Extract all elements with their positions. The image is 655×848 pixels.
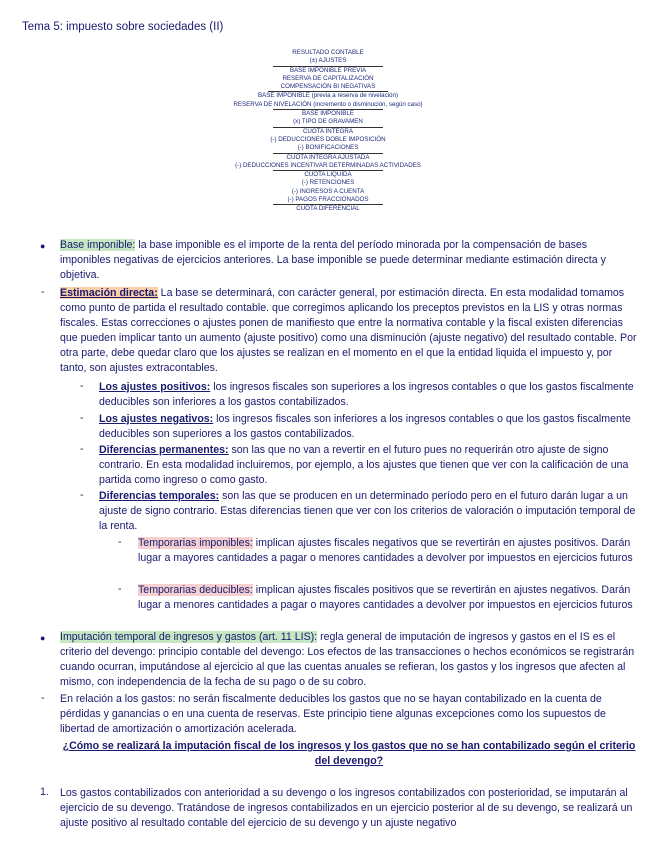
bullet-dash: -: [41, 286, 45, 298]
diagram-row: (-) DEDUCCIONES INCENTIVAR DETERMINADAS ACTIVIDADES: [235, 161, 421, 169]
item-diferencias-permanentes: [99, 443, 639, 488]
section-question-heading: ¿Cómo se realizará la imputación fiscal de los ingresos y los gastos que no se han contabilizado según el criterio del devengo?: [62, 740, 636, 767]
paragraph-text: La base se determinará, con carácter general, por estimación directa. En esta modalidad tomamos como punto de partida el resultado contable. que corregimos aplicando los preceptos previstos en la LIS y otras normas fiscales. Estas correcciones o ajustes ponen de manifiesto que entre la normativa contable y la fiscal existen diferencias que pueden implicar tanto un aumento (ajuste positivo) como una disminución (ajuste negativo) del resultado contable. Por otra parte, debe quedar claro que los ajustes se realizan en el momento en el que la entidad liquida el impuesto y, por tanto, son ajustes extracontables.: [60, 287, 637, 374]
diagram-row: (-) RETENCIONES: [301, 179, 355, 187]
term-imputacion-temporal: Imputación temporal de ingresos y gastos (art. 11 LIS):: [60, 631, 318, 643]
diagram-row: CUOTA DIFERENCIAL: [296, 205, 360, 213]
diagram-row: (±) AJUSTES: [309, 57, 347, 65]
item-temporarias-imponibles: [138, 536, 633, 566]
item-text: implican ajustes fiscales negativos que se revertirán en ajustes positivos. Darán lugar a mayores cantidades a pagar o menores cantidades a devolver por impuestos en ejercicios futuros: [138, 537, 633, 564]
diagram-row: RESULTADO CONTABLE: [292, 49, 364, 56]
diagram-row: COMPENSACIÓN BI NEGATIVAS: [280, 83, 376, 91]
item-text: los ingresos fiscales son inferiores a los ingresos contables o que los gastos fiscalmente deducibles son superiores a los gastos contabilizados.: [99, 413, 631, 440]
diagram-row: (-) BONIFICACIONES: [297, 144, 359, 152]
item-text: implican ajustes fiscales positivos que se revertirán en ajustes negativos. Darán lugar a menores cantidades a pagar o mayores cantidades a devolver por impuestos en ejercicios futuros: [138, 584, 633, 611]
diagram-row: (-) INGRESOS A CUENTA: [291, 187, 365, 195]
bullet-dash: -: [80, 380, 84, 392]
diagram-row: BASE IMPONIBLE PREVIA: [289, 66, 367, 74]
term-diferencias-temporales: Diferencias temporales:: [99, 490, 220, 502]
item-text: son las que se producen en un determinado período pero en el futuro darán lugar a un ajuste de signo contrario. Estas diferencias tienen que ver con los criterios de valoración o imputación temporal de la renta.: [99, 490, 636, 532]
diagram-row: CUOTA ÍNTEGRA: [302, 127, 354, 135]
bullet-dash: -: [41, 692, 45, 704]
diagram-row: RESERVA DE NIVELACIÓN (incremento o disminución, según caso): [233, 100, 423, 108]
diagram-row: RESERVA DE CAPITALIZACIÓN: [282, 74, 374, 82]
diagram-row: CUOTA LÍQUIDA: [304, 171, 352, 179]
paragraph-text: regla general de imputación de ingresos y gastos en el IS es el criterio del devengo: principio contable del devengo: Los efectos de las transacciones o hechos económicos se registrarán cuando ocurran, imputándose al ejercicio al que las cuentas anuales se refieran, los gastos y los ingresos que afecten al mismo, con independencia de la fecha de su pago o de su cobro.: [60, 631, 635, 688]
bullet-dash: -: [118, 583, 122, 595]
diagram-row: CUOTA ÍNTEGRA AJUSTADA: [286, 153, 370, 161]
bullet-dash: -: [118, 536, 122, 548]
bullet-dash: -: [80, 489, 84, 501]
term-temporarias-imponibles: Temporarias imponibles:: [138, 537, 253, 549]
paragraph-gastos: En relación a los gastos: no serán fiscalmente deducibles los gastos que no se hayan contabilizado en la cuenta de pérdidas y ganancias o en una cuenta de reservas. Este principio tiene algunas excepciones como los supuestos de libertad de amortización o amortización acelerada.: [60, 693, 606, 735]
item-ajustes-positivos: [99, 380, 639, 410]
paragraph-text: la base imponible es el importe de la renta del período minorada por la compensación de bases imponibles negativas de ejercicios anteriores. La base imponible se puede determinar mediante estimación directa y objetiva.: [60, 239, 606, 281]
diagram-row: BASE IMPONIBLE: [302, 110, 354, 118]
item-temporarias-deducibles: [138, 583, 633, 613]
term-ajustes-positivos: Los ajustes positivos:: [99, 381, 211, 393]
paragraph-estimacion-directa: [60, 286, 638, 376]
term-ajustes-negativos: Los ajustes negativos:: [99, 413, 214, 425]
diagram-row: (-) PAGOS FRACCIONADOS: [287, 196, 369, 204]
tax-calculation-diagram: [213, 49, 443, 214]
diagram-row: BASE IMPONIBLE (previa a reserva de nivelación): [258, 92, 398, 100]
item-ajustes-negativos: [99, 412, 639, 442]
paragraph-imputacion-temporal: [60, 630, 638, 690]
item-diferencias-temporales: [99, 489, 639, 534]
term-temporarias-deducibles: Temporarias deducibles:: [138, 584, 253, 596]
numbered-item-1: Los gastos contabilizados con anterioridad a su devengo o los ingresos contabilizados con posterioridad, se imputarán al ejercicio de su devengo. Tratándose de ingresos contabilizados en un ejercicio posterior al de su devengo, se realizará un ajuste positivo al resultado contable del ejercicio de su devengo y un ajuste negativo: [60, 787, 633, 829]
bullet-dot: ●: [40, 241, 46, 251]
diagram-row: (x) TIPO DE GRAVAMEN: [293, 118, 363, 126]
term-diferencias-permanentes: Diferencias permanentes:: [99, 444, 229, 456]
list-number: 1.: [40, 786, 49, 798]
term-base-imponible: Base imponible:: [60, 239, 136, 251]
paragraph-base-imponible: [60, 238, 638, 283]
bullet-dash: -: [80, 412, 84, 424]
item-text: los ingresos fiscales son superiores a los ingresos contables o que los gastos fiscalmente deducibles son inferiores a los gastos contabilizados.: [99, 381, 634, 408]
page-title: Tema 5: impuesto sobre sociedades (II): [22, 21, 224, 33]
item-text: son las que no van a revertir en el futuro pues no requerirán otro ajuste de signo contrario. En esta modalidad incluiremos, por ejemplo, a los ajustes que tienen que ver con la calificación de una partida como ingreso o como gasto.: [99, 444, 629, 486]
bullet-dot: ●: [40, 633, 46, 643]
diagram-row: (-) DEDUCCIONES DOBLE IMPOSICIÓN: [270, 135, 386, 143]
bullet-dash: -: [80, 443, 84, 455]
term-estimacion-directa: Estimación directa:: [60, 287, 158, 299]
